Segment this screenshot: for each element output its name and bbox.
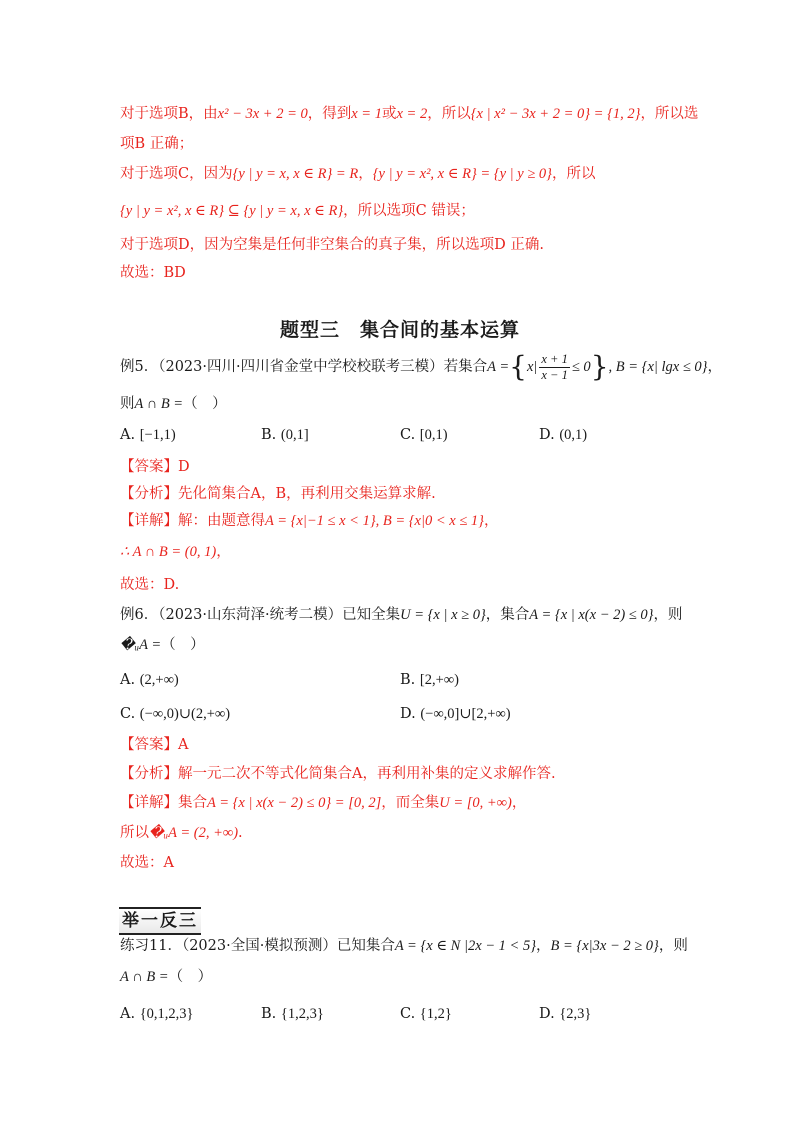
text: ，所以 — [551, 166, 596, 182]
solution-option-d-line: 对于选项D，因为空集是任何非空集合的真子集，所以选项D 正确. — [120, 237, 544, 253]
example5-answer: 【答案】D — [120, 459, 190, 475]
example5-option-a[interactable] — [120, 424, 176, 446]
example5-stem — [120, 350, 722, 384]
option-label: B. — [261, 427, 277, 443]
text: 例5．（2023·四川·四川省金堂中学校校联考三模）若集合 — [120, 359, 488, 375]
example6-stem — [120, 604, 682, 626]
brace-left: { — [509, 350, 527, 383]
solution-option-c-line1 — [120, 163, 595, 185]
option-label: B. — [261, 1006, 277, 1022]
text: . — [238, 825, 243, 841]
option-label: C. — [120, 706, 136, 722]
example5-analysis: 【分析】先化简集合A，B，再利用交集运算求解. — [120, 486, 436, 502]
set-expression: {y | y = x², x ∈ R} = {y | y ≥ 0} — [372, 166, 552, 182]
text: ，所以选项C 错误； — [343, 203, 475, 219]
set-var: x| — [526, 359, 538, 375]
option-label: D. — [539, 427, 555, 443]
text: ，则 — [658, 938, 688, 954]
section-title: 题型三 集合间的基本运算 — [279, 319, 520, 341]
option-value: {2,3} — [559, 1006, 592, 1022]
text: ， — [483, 513, 499, 529]
brace-right: } — [590, 350, 609, 383]
practice-badge: 举一反三 — [119, 907, 201, 935]
option-label: D. — [400, 706, 416, 722]
solution-option-c-line2 — [120, 200, 475, 222]
example5-option-c[interactable] — [400, 424, 448, 446]
option-value: {1,2} — [419, 1006, 452, 1022]
option-value: (2,+∞) — [139, 672, 179, 688]
example6-answer: 【答案】A — [120, 737, 189, 753]
set-a: A = {x ∈ N |2x − 1 < 5} — [394, 938, 537, 954]
text: ，得到 — [307, 106, 352, 122]
example5-option-d[interactable] — [539, 424, 587, 446]
text: ，所以 — [427, 106, 471, 122]
text: 或 — [381, 106, 397, 122]
set-b: B = {x|3x − 2 ≥ 0} — [550, 938, 659, 954]
set-u: U = {x | x ≥ 0} — [400, 607, 486, 623]
option-label: C. — [400, 1006, 416, 1022]
expression: A ∩ B = — [134, 396, 184, 412]
example6-question-line — [120, 634, 205, 656]
relation: ≤ 0 — [571, 359, 591, 375]
text: 对于选项C，因为 — [120, 166, 233, 182]
text: 【详解】解：由题意得 — [120, 513, 265, 529]
text: ， — [511, 795, 527, 811]
blank: （ ） — [183, 396, 227, 412]
option-value: {0,1,2,3} — [139, 1006, 194, 1022]
text: ，而全集 — [381, 795, 440, 811]
option-value: {1,2,3} — [280, 1006, 324, 1022]
example5-choice: 故选：D. — [120, 577, 180, 593]
option-value: (0,1] — [280, 427, 309, 443]
text: 【详解】集合 — [120, 795, 207, 811]
example5-detail — [120, 510, 498, 532]
denominator: x − 1 — [541, 367, 568, 382]
practice11-option-b[interactable] — [261, 1003, 324, 1025]
option-value: [2,+∞) — [419, 672, 459, 688]
example6-option-c[interactable] — [120, 703, 230, 725]
example5-option-b[interactable] — [261, 424, 309, 446]
option-value: [−1,1) — [139, 427, 176, 443]
blank: （ ） — [168, 969, 213, 985]
option-value: (−∞,0)∪(2,+∞) — [139, 706, 231, 722]
set-b: , B = {x| lgx ≤ 0} — [608, 359, 708, 375]
expression: A = {x | x(x − 2) ≤ 0} = [0, 2] — [207, 795, 382, 811]
text: 例6．（2023·山东菏泽·统考二模）已知全集 — [120, 607, 401, 623]
blank: （ ） — [161, 637, 205, 653]
option-value: (−∞,0]∪[2,+∞) — [420, 706, 511, 722]
numerator: x + 1 — [541, 351, 568, 366]
text: ，则 — [653, 607, 683, 623]
equation: x² − 3x + 2 = 0 — [217, 106, 308, 122]
text: 则 — [120, 396, 135, 412]
text: ，集合 — [485, 607, 530, 623]
practice11-option-d[interactable] — [539, 1003, 591, 1025]
equation: x = 1 — [351, 106, 382, 122]
practice11-option-a[interactable] — [120, 1003, 194, 1025]
expression: �ᵤA = — [120, 637, 162, 653]
option-label: C. — [400, 427, 416, 443]
expression: ∴ A ∩ B = (0, 1) — [120, 544, 217, 560]
practice11-option-c[interactable] — [400, 1003, 452, 1025]
text: ， — [358, 166, 373, 182]
solution-option-b-line2: 项B 正确； — [120, 136, 194, 152]
example5-question-line — [120, 393, 227, 415]
equation: x = 2 — [396, 106, 428, 122]
set-a: A = {x | x(x − 2) ≤ 0} — [529, 607, 654, 623]
text: ， — [216, 544, 231, 560]
text: ，所以选 — [640, 106, 699, 122]
expression: U = [0, +∞) — [439, 795, 512, 811]
practice11-question-line — [120, 966, 212, 988]
text: 对于选项B，由 — [120, 106, 218, 122]
expression: �ᵤA = (2, +∞) — [149, 825, 239, 841]
option-label: D. — [539, 1006, 555, 1022]
example6-option-b[interactable] — [400, 669, 459, 691]
example6-choice: 故选：A — [120, 855, 174, 871]
option-value: (0,1) — [559, 427, 588, 443]
example6-so — [120, 822, 243, 844]
set-expression: {x | x² − 3x + 2 = 0} = {1, 2} — [470, 106, 641, 122]
example6-detail — [120, 792, 526, 814]
example6-option-d[interactable] — [400, 703, 511, 725]
solution-choice: 故选：BD — [120, 265, 186, 281]
option-label: A. — [120, 672, 136, 688]
fraction — [539, 352, 569, 383]
set-expression: {y | y = x², x ∈ R} ⊆ {y | y = x, x ∈ R} — [120, 203, 344, 219]
option-label: A. — [120, 1006, 136, 1022]
solution-option-b-line1 — [120, 103, 698, 125]
option-label: B. — [400, 672, 416, 688]
expression: A = {x|−1 ≤ x < 1}, B = {x|0 < x ≤ 1} — [265, 513, 484, 529]
example6-analysis: 【分析】解一元二次不等式化简集合A，再利用补集的定义求解作答. — [120, 766, 556, 782]
option-value: [0,1) — [419, 427, 448, 443]
set-a-lhs: A = — [487, 359, 510, 375]
text: 所以 — [120, 825, 149, 841]
text: ， — [707, 359, 722, 375]
example6-option-a[interactable] — [120, 669, 179, 691]
text: ， — [536, 938, 551, 954]
expression: A ∩ B = — [120, 969, 169, 985]
practice11-stem — [120, 935, 688, 957]
example5-therefore — [120, 541, 231, 563]
set-expression: {y | y = x, x ∈ R} = R — [232, 166, 359, 182]
option-label: A. — [120, 427, 136, 443]
text: 练习11．（2023·全国·模拟预测）已知集合 — [120, 938, 395, 954]
